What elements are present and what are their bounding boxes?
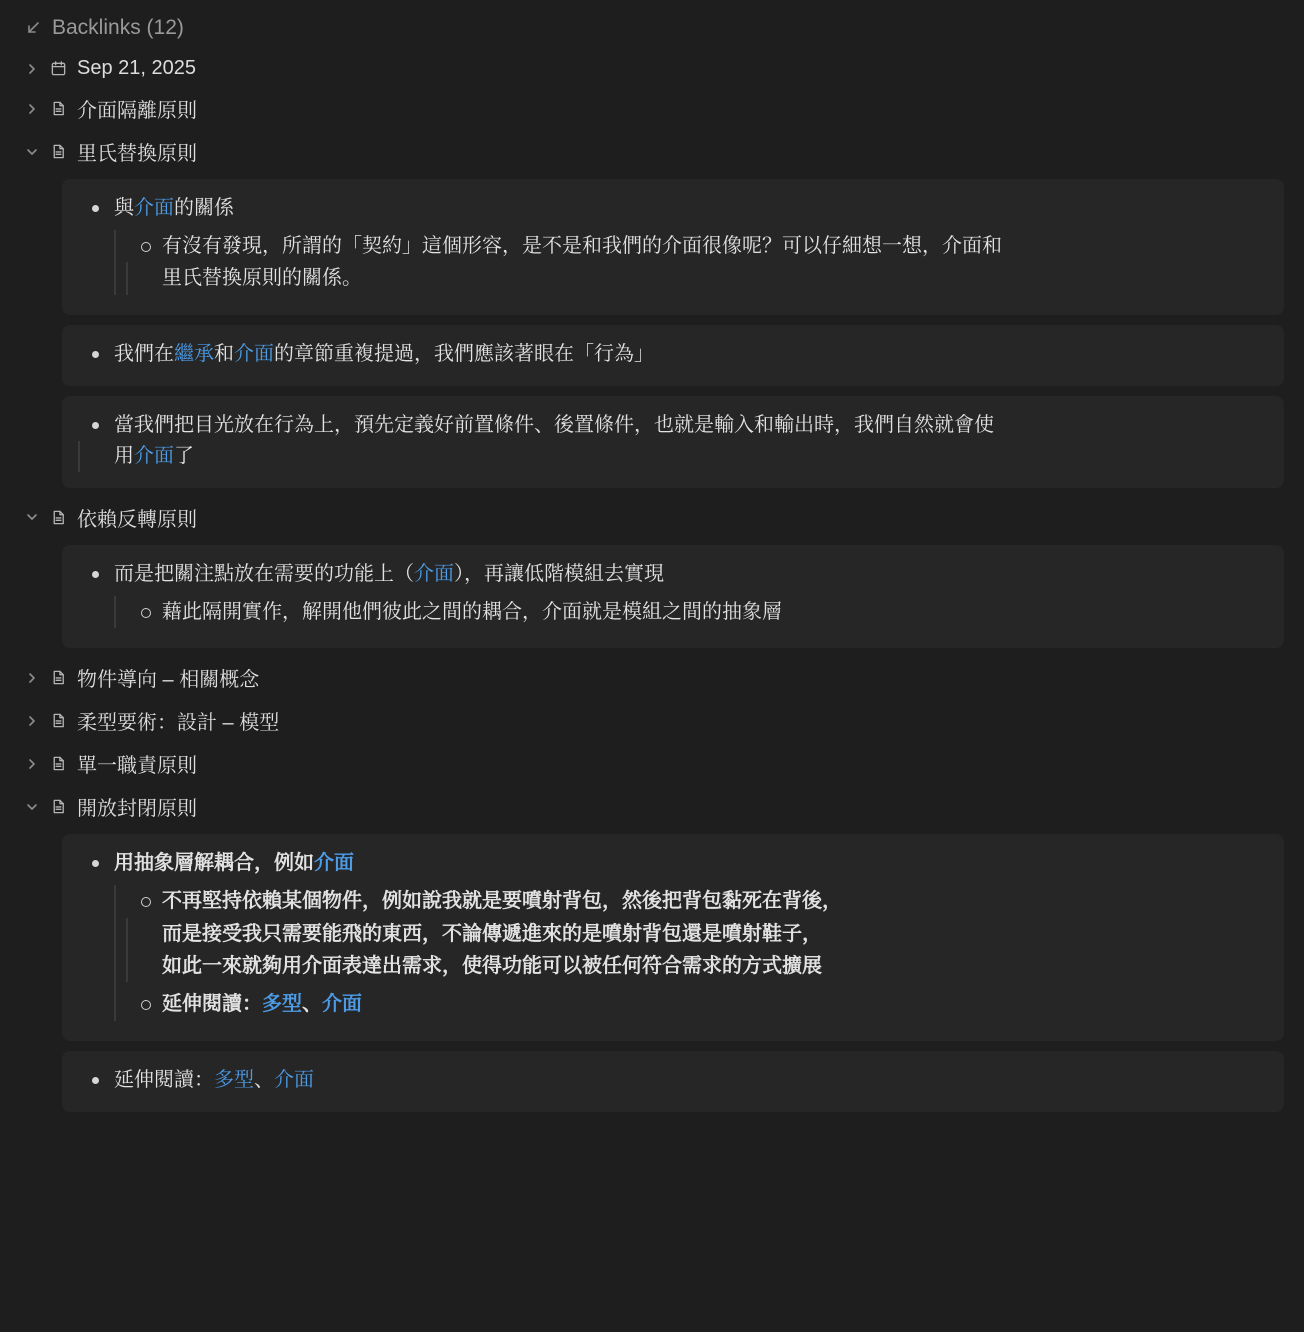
chevron-right-icon[interactable] (24, 101, 40, 117)
text-fragment: 了 (174, 444, 194, 467)
chevron-right-icon[interactable] (24, 756, 40, 772)
text-fragment: ），再讓低階模組去實現 (454, 562, 664, 585)
text-fragment: 有沒有發現，所謂的「契約」這個形容，是不是和我們的介面很像呢？可以仔細想一想，介面和 (162, 235, 1002, 257)
backlink-entry-title: 介面隔離原則 (77, 100, 197, 122)
link-interface[interactable]: 介面 (234, 342, 274, 365)
list-item (128, 596, 1266, 628)
text-fragment: 當我們把目光放在行為上，預先定義好前置條件、後置條件，也就是輸入和輸出時，我們自然就會使 (114, 413, 994, 436)
backlink-card (62, 325, 1284, 386)
link-interface[interactable]: 介面 (274, 1068, 314, 1091)
link-interface[interactable]: 介面 (134, 197, 174, 219)
bullet-list (78, 410, 1266, 472)
list-item (78, 1065, 1266, 1096)
link-polymorphism[interactable]: 多型 (262, 993, 302, 1016)
text-fragment: 用抽象層解耦合，例如 (114, 852, 314, 875)
chevron-down-icon[interactable] (24, 509, 40, 525)
backlink-card (62, 545, 1284, 648)
link-interface[interactable]: 介面 (134, 444, 174, 467)
text-fragment: 的章節重複提過，我們應該著眼在「行為」 (274, 342, 654, 365)
arrow-down-left-icon (24, 19, 42, 37)
text-fragment: 不再堅持依賴某個物件，例如說我就是要噴射背包，然後把背包黏死在背後， (162, 890, 842, 913)
backlinks-header (0, 0, 1304, 50)
link-interface[interactable]: 介面 (414, 562, 454, 585)
bullet-list (78, 1065, 1266, 1096)
list-item (128, 230, 1266, 295)
list-item (78, 848, 1266, 1021)
text-fragment: 而是把關注點放在需要的功能上（ (114, 562, 414, 585)
backlink-entry-oo-concepts[interactable] (0, 656, 1304, 699)
chevron-down-icon[interactable] (24, 144, 40, 160)
chevron-down-icon[interactable] (24, 799, 40, 815)
link-interface[interactable]: 介面 (322, 993, 362, 1016)
calendar-icon (49, 59, 68, 78)
document-icon (49, 754, 68, 773)
backlink-entry-title: 柔型要術：設計 – 模型 (77, 712, 280, 735)
text-fragment: 里氏替換原則的關係。 (126, 262, 1266, 294)
text-fragment: 藉此隔開實作，解開他們彼此之間的耦合，介面就是模組之間的抽象層 (162, 600, 782, 623)
link-polymorphism[interactable]: 多型 (214, 1068, 254, 1091)
list-item (128, 988, 1266, 1020)
sub-bullet-list (114, 596, 1266, 628)
backlink-card (62, 179, 1284, 315)
document-icon (49, 508, 68, 527)
text-fragment: 延伸閱讀： (162, 993, 262, 1016)
text-fragment: 的關係 (174, 197, 234, 219)
text-fragment: 我們在 (114, 342, 174, 365)
backlink-entry-liskov-substitution[interactable] (0, 130, 1304, 173)
bullet-list (78, 193, 1266, 295)
backlink-entry-title: 開放封閉原則 (77, 798, 197, 821)
backlink-entry-title: 單一職責原則 (77, 755, 197, 778)
bullet-list (78, 559, 1266, 628)
list-item (78, 193, 1266, 295)
sub-bullet-list (114, 230, 1266, 295)
backlink-card (62, 834, 1284, 1041)
backlinks-label: Backlinks (12) (52, 16, 184, 39)
text-fragment: 用 (114, 444, 134, 467)
list-item (128, 885, 1266, 982)
list-item (78, 339, 1266, 370)
backlink-entry-interface-segregation[interactable] (0, 87, 1304, 130)
text-fragment: 、 (254, 1068, 274, 1091)
backlink-entry-dependency-inversion[interactable] (0, 496, 1304, 539)
backlink-entry-title: Sep 21, 2025 (77, 57, 196, 79)
backlink-entry-soft-modeling[interactable] (0, 699, 1304, 742)
document-icon (49, 142, 68, 161)
backlink-entry-title: 依賴反轉原則 (77, 508, 197, 531)
chevron-right-icon[interactable] (24, 61, 40, 77)
document-icon (49, 797, 68, 816)
text-fragment: 與 (114, 197, 134, 219)
text-fragment: 如此一來就夠用介面表達出需求，使得功能可以被任何符合需求的方式擴展 (126, 950, 1266, 982)
text-fragment: 和 (214, 342, 234, 365)
document-icon (49, 99, 68, 118)
chevron-right-icon[interactable] (24, 670, 40, 686)
bullet-list (78, 339, 1266, 370)
sub-bullet-list (114, 885, 1266, 1021)
bullet-list (78, 848, 1266, 1021)
link-interface[interactable]: 介面 (314, 852, 354, 875)
list-item (78, 559, 1266, 628)
link-inheritance[interactable]: 繼承 (174, 342, 214, 365)
text-fragment: 而是接受我只需要能飛的東西，不論傳遞進來的是噴射背包還是噴射鞋子， (126, 918, 1266, 950)
list-item (78, 410, 1266, 472)
document-icon (49, 668, 68, 687)
backlink-card (62, 1051, 1284, 1112)
backlink-entry-title: 里氏替換原則 (77, 143, 197, 165)
text-fragment: 、 (302, 993, 322, 1016)
document-icon (49, 711, 68, 730)
backlink-entry-sep-21-2025[interactable] (0, 50, 1304, 87)
backlink-entry-single-responsibility[interactable] (0, 742, 1304, 785)
chevron-right-icon[interactable] (24, 713, 40, 729)
backlink-entry-open-closed[interactable] (0, 785, 1304, 828)
text-wrapped-line (78, 441, 1266, 472)
backlink-card (62, 396, 1284, 488)
text-fragment: 延伸閱讀： (114, 1068, 214, 1091)
backlink-entry-title: 物件導向 – 相關概念 (77, 669, 260, 692)
